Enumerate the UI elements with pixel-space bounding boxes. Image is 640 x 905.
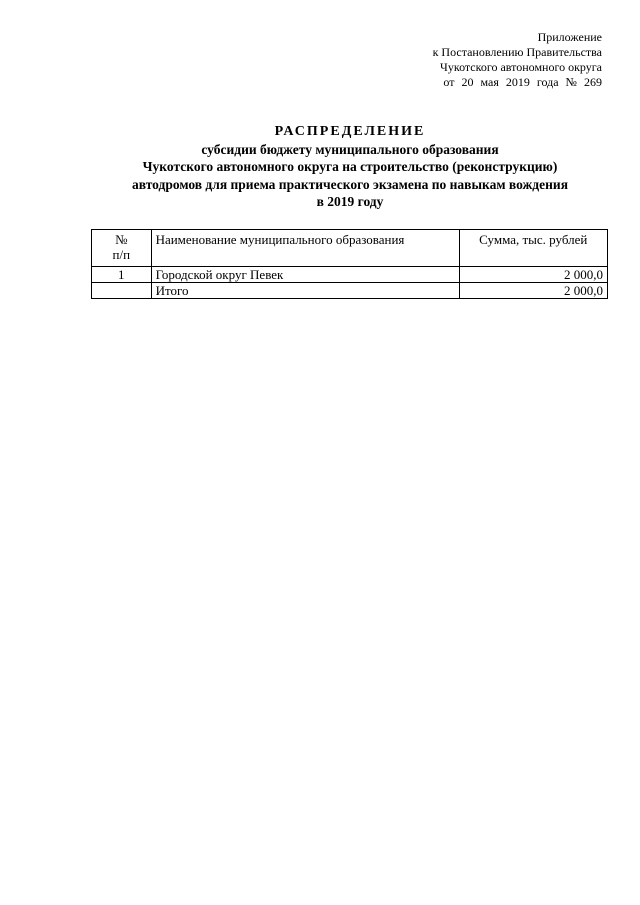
appendix-label: Приложение xyxy=(537,30,602,44)
total-sum: 2 000,0 xyxy=(459,283,607,299)
header-sum: Сумма, тыс. рублей xyxy=(459,230,607,267)
total-label: Итого xyxy=(151,283,459,299)
table-row xyxy=(92,267,608,283)
table-header-row xyxy=(92,230,608,267)
row-sum: 2 000,0 xyxy=(459,267,607,283)
document-title-block xyxy=(80,123,620,211)
appendix-header xyxy=(342,30,602,90)
document-subtitle-line-3: автодромов для приема практического экзамена по навыкам вождения xyxy=(131,176,568,192)
total-number xyxy=(92,283,152,299)
appendix-date-number: от 20 мая 2019 года № 269 xyxy=(443,75,602,89)
document-subtitle-line-4: в 2019 году xyxy=(316,194,384,209)
header-number-line-1: № xyxy=(115,232,128,247)
document-subtitle-line-1: субсидии бюджету муниципального образования xyxy=(201,141,499,157)
document-title: РАСПРЕДЕЛЕНИЕ xyxy=(274,124,426,139)
row-name: Городской округ Певек xyxy=(151,267,459,283)
distribution-table xyxy=(91,229,608,299)
table-total-row xyxy=(92,283,608,299)
appendix-region: Чукотского автономного округа xyxy=(440,60,602,74)
header-name: Наименование муниципального образования xyxy=(151,230,459,267)
header-number-line-2: п/п xyxy=(112,247,131,262)
document-subtitle-line-2: Чукотского автономного округа на строительство (реконструкцию) xyxy=(142,159,558,174)
header-number xyxy=(92,230,152,267)
row-number: 1 xyxy=(92,267,152,283)
appendix-resolution-ref: к Постановлению Правительства xyxy=(432,45,602,59)
